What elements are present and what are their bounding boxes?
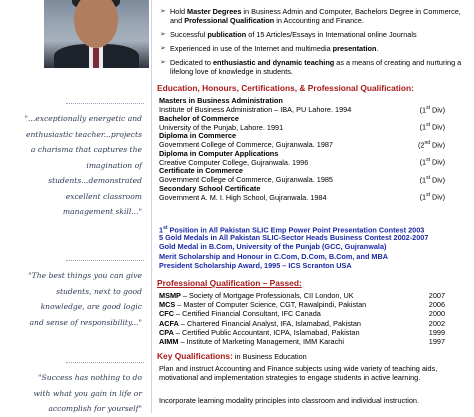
education-title: Diploma in Computer Applications bbox=[159, 148, 279, 158]
professional-item bbox=[159, 319, 445, 328]
key-heading-text: Key Qualifications: bbox=[157, 351, 233, 361]
qualification-code: AIMM bbox=[159, 337, 179, 346]
bullet-text: of 15 Articles/Essays in International online Journals bbox=[246, 30, 417, 39]
education-item bbox=[159, 96, 467, 114]
qualification-year: 2006 bbox=[428, 300, 445, 310]
summary-bullet bbox=[160, 30, 466, 39]
honour-item: Gold Medal in B.Com, University of the Punjab (GCC, Gujranwala) bbox=[159, 242, 387, 252]
sidebar-quote-3: "Success has nothing to do with what you gain in life or accomplish for yourself" bbox=[6, 370, 142, 417]
key-paragraph-1: Plan and instruct Accounting and Finance subjects using wide variety of teaching aids, motivational and implementation strategies to engage students in active learning. bbox=[159, 364, 438, 383]
education-title: Masters in Business Administration bbox=[159, 96, 283, 105]
bullet-bold-text: presentation bbox=[332, 44, 377, 53]
qualification-text: – Certified Public Accountant, ICPA, Islamabad, Pakistan bbox=[173, 327, 360, 337]
bullet-text: Successful bbox=[170, 30, 208, 39]
qualification-code: MCS bbox=[159, 300, 176, 310]
bullet-bold-text: Master Degrees bbox=[187, 7, 242, 16]
qualification-text: – Society of Mortgage Professionals, CII London, UK bbox=[180, 291, 354, 300]
bullet-text: Dedicated to bbox=[170, 58, 213, 67]
honour-item: 5 Gold Medals in All Pakistan SLIC-Sector Heads Business Contest 2002-2007 bbox=[159, 233, 429, 243]
education-item bbox=[159, 184, 467, 202]
qualification-code: MSMP bbox=[159, 291, 181, 300]
arrow-bullet-icon: ➢ bbox=[160, 31, 166, 38]
education-title: Secondary School Certificate bbox=[159, 183, 261, 193]
division-label: (1st Div) bbox=[419, 157, 445, 167]
professional-item bbox=[159, 309, 445, 318]
education-detail: Creative Computer College, Gujranwala. 1996 bbox=[159, 157, 309, 167]
division-label: (1st Div) bbox=[419, 174, 445, 185]
honour-item: Merit Scholarship and Honour in C.Com, D.Com, B.Com, and MBA bbox=[159, 251, 389, 261]
education-title: Certificate in Commerce bbox=[159, 166, 243, 175]
arrow-bullet-icon: ➢ bbox=[160, 45, 166, 52]
education-detail: Institute of Business Administration – IBA, PU Lahore. 1994 bbox=[159, 105, 352, 115]
qualification-text: – Institute of Marketing Management, IMM Karachi bbox=[178, 337, 344, 346]
professional-item bbox=[159, 291, 445, 300]
education-detail: University of the Punjab, Lahore. 1991 bbox=[159, 122, 284, 132]
sidebar bbox=[0, 0, 151, 413]
summary-bullet bbox=[160, 58, 466, 77]
education-item bbox=[159, 131, 467, 149]
division-label: (2nd Div) bbox=[417, 139, 445, 150]
education-item bbox=[159, 166, 467, 184]
arrow-bullet-icon: ➢ bbox=[160, 8, 166, 15]
division-label: (1st Div) bbox=[419, 122, 445, 132]
division-label: (1st Div) bbox=[419, 192, 445, 202]
bullet-bold-text: publication bbox=[207, 30, 247, 39]
professional-item bbox=[159, 300, 445, 309]
education-detail: Government College of Commerce, Gujranwala. 1987 bbox=[159, 140, 333, 150]
bullet-text: Hold bbox=[170, 7, 188, 16]
key-qualifications-heading bbox=[157, 352, 307, 361]
qualification-code: ACFA bbox=[159, 318, 179, 328]
professional-heading: Professional Qualification – Passed: bbox=[157, 278, 302, 288]
bullet-bold-text: Professional Qualification bbox=[184, 16, 275, 26]
sidebar-quote-2: "The best things you can give students, next to good knowledge, are good logic and sense of responsibility..." bbox=[6, 268, 142, 330]
bullet-text: Experienced in use of the Internet and multimedia bbox=[170, 44, 333, 53]
professional-item bbox=[159, 328, 445, 337]
key-paragraph-2: Incorporate learning modality principles into classroom and individual instruction. bbox=[159, 396, 419, 405]
qualification-text: – Chartered Financial Analyst, IFA, Islamabad, Pakistan bbox=[178, 318, 361, 328]
qualification-text: – Master of Computer Science, CGT, Rawalpindi, Pakistan bbox=[175, 300, 367, 310]
summary-bullet bbox=[160, 44, 466, 53]
qualification-year: 2000 bbox=[428, 309, 445, 319]
profile-photo bbox=[44, 0, 149, 68]
honour-item: President Scholarship Award, 1995 – ICS Scranton USA bbox=[159, 260, 352, 270]
bullet-text: in Business Admin and Computer, Bachelors Degree in Commerce, and bbox=[170, 7, 461, 26]
education-title: Bachelor of Commerce bbox=[159, 113, 239, 123]
summary-bullet bbox=[160, 7, 466, 26]
education-detail: Government A. M. I. High School, Gujranwala. 1984 bbox=[159, 192, 327, 202]
education-title: Diploma in Commerce bbox=[159, 131, 237, 140]
education-detail: Government College of Commerce, Gujranwala. 1985 bbox=[159, 175, 333, 185]
qualification-year: 2007 bbox=[428, 291, 445, 300]
qualification-year: 1999 bbox=[428, 327, 445, 337]
education-item bbox=[159, 114, 467, 132]
professional-item bbox=[159, 337, 445, 346]
qualification-year: 1997 bbox=[428, 337, 445, 346]
arrow-bullet-icon: ➢ bbox=[160, 59, 166, 66]
education-item bbox=[159, 149, 467, 167]
resume-main bbox=[157, 0, 470, 413]
division-label: (1st Div) bbox=[419, 104, 445, 115]
bullet-bold-text: enthusiastic and dynamic teaching bbox=[213, 58, 335, 67]
bullet-text: . bbox=[376, 44, 379, 53]
qualification-code: CPA bbox=[159, 327, 174, 337]
bullet-text: in Accounting and Finance. bbox=[274, 16, 364, 26]
bullet-text: as a means of creating and nurturing a lifelong love of knowledge in students. bbox=[170, 58, 462, 77]
sidebar-quote-1: "...exceptionally energetic and enthusiastic teacher...projects a charisma that captures the imagination of students...demonstrated excellent classroom management skill..." bbox=[6, 111, 142, 220]
qualification-code: CFC bbox=[159, 309, 174, 319]
column-divider bbox=[151, 0, 152, 413]
honour-item: 1st Position in All Pakistan SLIC Emp Power Point Presentation Contest 2003 bbox=[159, 225, 425, 235]
education-heading: Education, Honours, Certifications, & Professional Qualification: bbox=[157, 83, 414, 93]
qualification-year: 2002 bbox=[428, 318, 445, 328]
qualification-text: – Certified Financial Consultant, IFC Canada bbox=[174, 309, 321, 319]
key-heading-sub: in Business Education bbox=[232, 352, 307, 361]
